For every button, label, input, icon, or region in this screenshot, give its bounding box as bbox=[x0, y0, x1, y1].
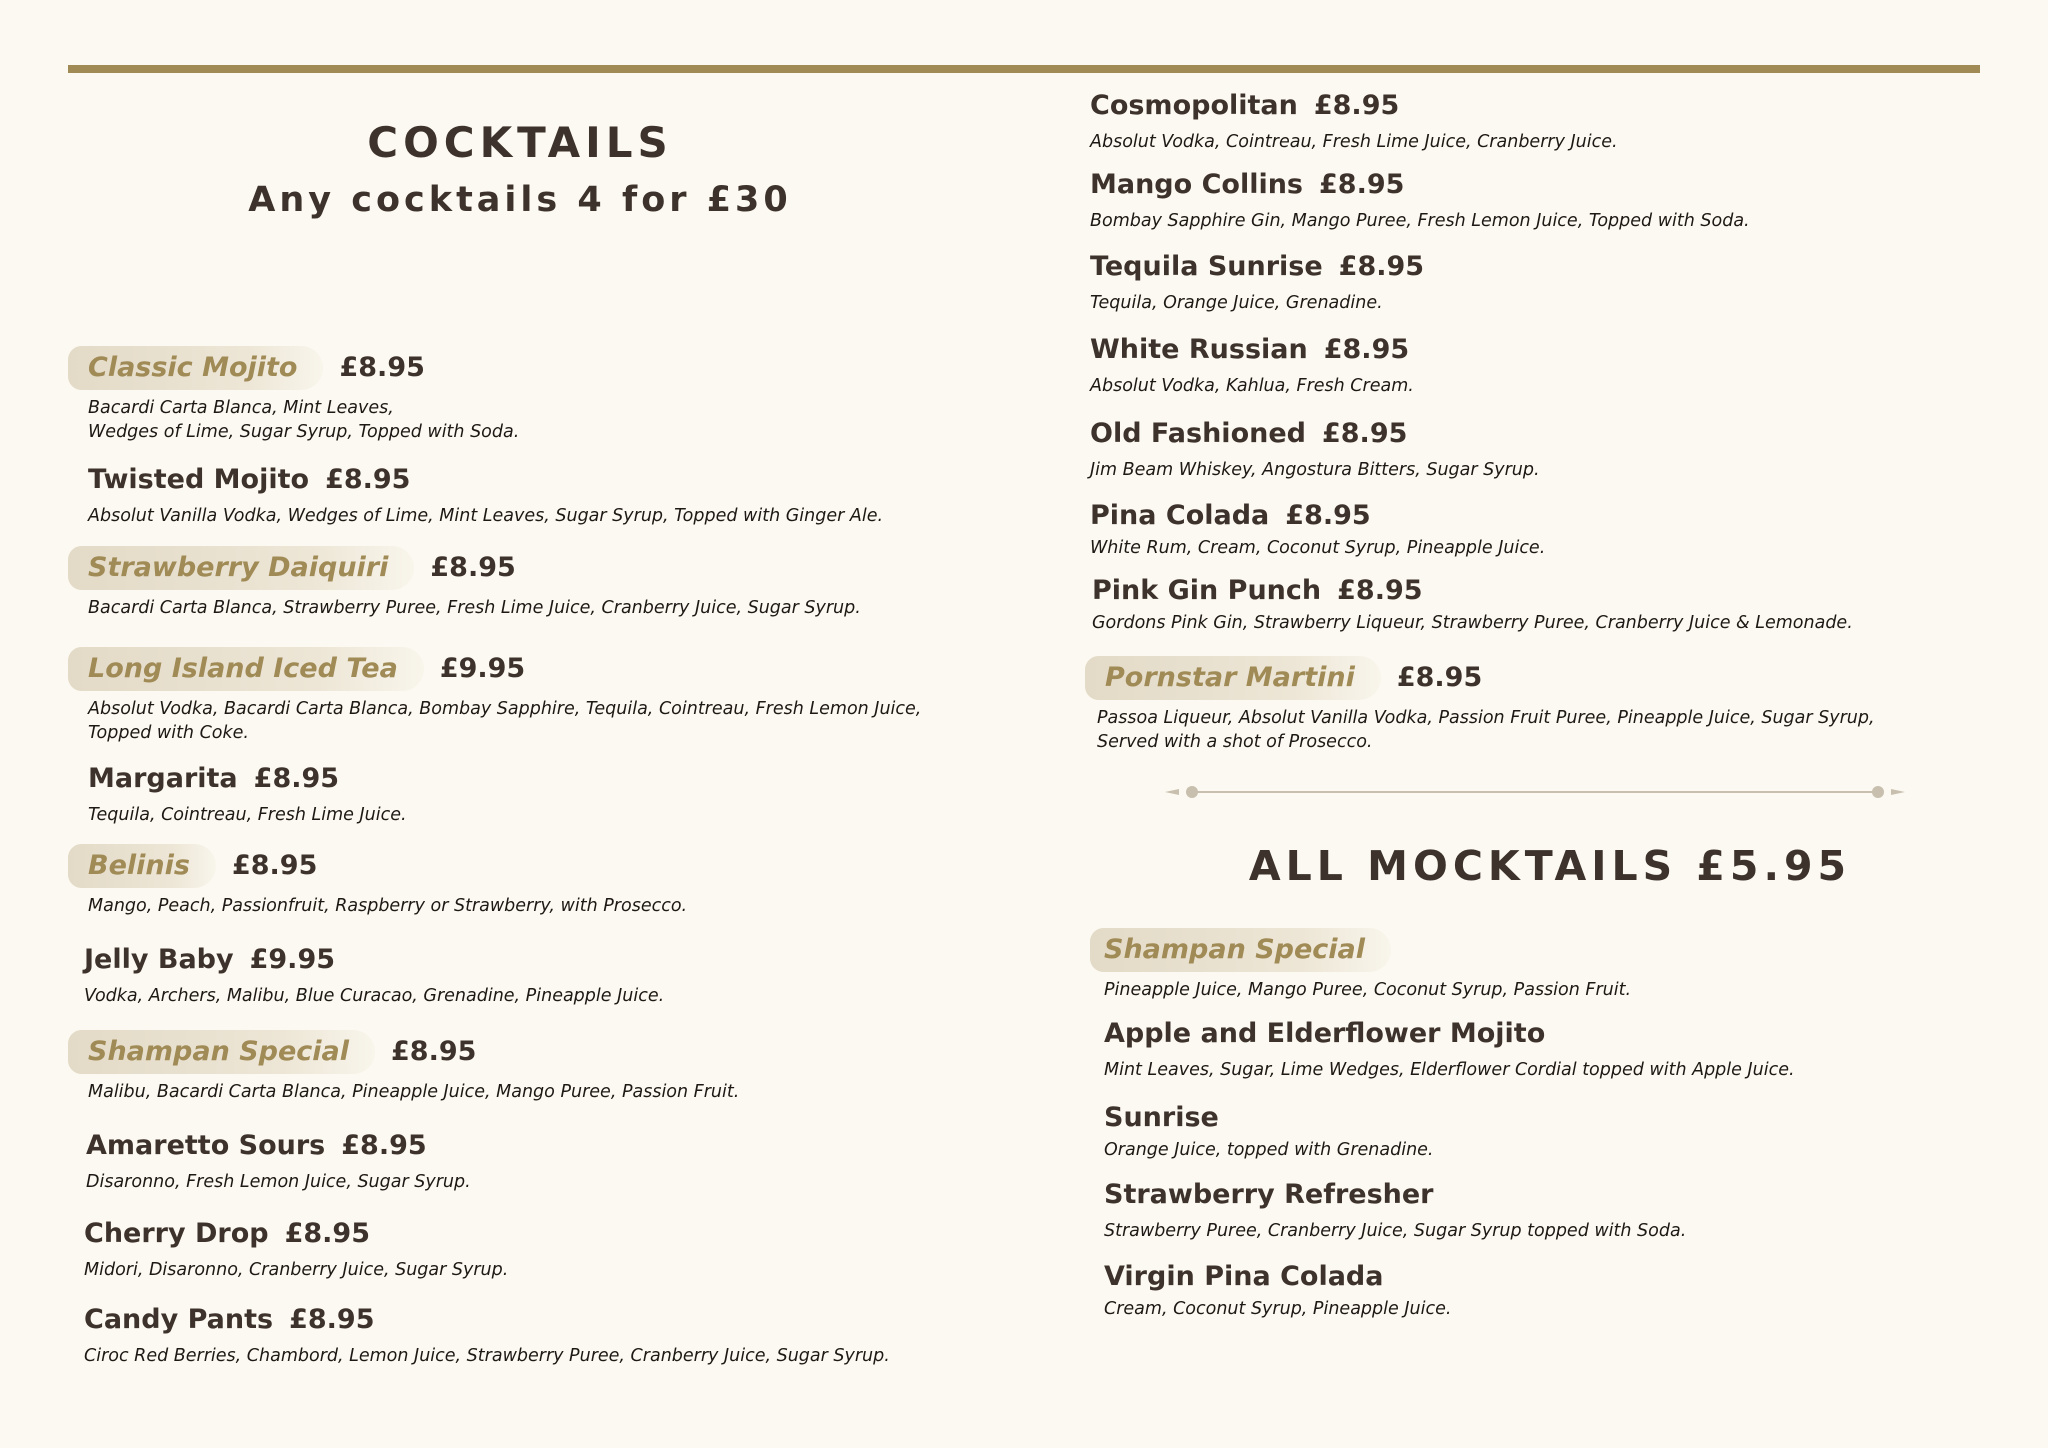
cocktail-item-candy-pants bbox=[84, 1302, 890, 1368]
item-description: Mint Leaves, Sugar, Lime Wedges, Elderflower Cordial topped with Apple Juice. bbox=[1104, 1060, 1795, 1080]
item-description: Mango, Peach, Passionfruit, Raspberry or Strawberry, with Prosecco. bbox=[88, 896, 688, 916]
mocktails-title: ALL MOCKTAILS £5.95 bbox=[1248, 842, 1852, 890]
item-price: £8.95 bbox=[253, 763, 340, 794]
cocktail-item-pina-colada bbox=[1090, 498, 1545, 560]
item-price: £8.95 bbox=[391, 1036, 477, 1067]
item-name: Old Fashioned bbox=[1090, 418, 1306, 449]
cocktail-item-twisted-mojito bbox=[88, 462, 883, 528]
item-name: Apple and Elderflower Mojito bbox=[1104, 1018, 1546, 1049]
item-name: Cosmopolitan bbox=[1090, 90, 1298, 121]
item-name: Pornstar Martini bbox=[1085, 656, 1381, 700]
item-name: Candy Pants bbox=[84, 1304, 274, 1335]
mocktail-item-apple-elderflower-mojito bbox=[1104, 1016, 1795, 1082]
item-name: Pina Colada bbox=[1090, 500, 1270, 531]
cocktail-item-belinis bbox=[68, 844, 687, 918]
item-description: Gordons Pink Gin, Strawberry Liqueur, Strawberry Puree, Cranberry Juice & Lemonade. bbox=[1092, 613, 1853, 633]
item-name: Amaretto Sours bbox=[86, 1130, 326, 1161]
item-name: Tequila Sunrise bbox=[1090, 251, 1323, 282]
item-name: Twisted Mojito bbox=[88, 464, 310, 495]
item-description: Midori, Disaronno, Cranberry Juice, Sugar Syrup. bbox=[84, 1260, 509, 1280]
item-description: Bombay Sapphire Gin, Mango Puree, Fresh Lemon Juice, Topped with Soda. bbox=[1090, 211, 1750, 231]
item-name: Margarita bbox=[88, 763, 238, 794]
item-name: Pink Gin Punch bbox=[1092, 575, 1322, 606]
item-name: Belinis bbox=[68, 844, 216, 888]
item-price: £8.95 bbox=[325, 464, 411, 495]
item-name: Strawberry Refresher bbox=[1104, 1179, 1434, 1210]
item-price: £8.95 bbox=[1319, 169, 1405, 200]
item-price: £8.95 bbox=[1313, 90, 1400, 121]
item-price: £8.95 bbox=[1323, 334, 1410, 365]
item-description: Strawberry Puree, Cranberry Juice, Sugar Syrup topped with Soda. bbox=[1104, 1221, 1687, 1241]
cocktails-title: COCKTAILS bbox=[367, 118, 673, 167]
ornamental-divider bbox=[1165, 784, 1905, 800]
item-price: £8.95 bbox=[430, 552, 516, 583]
item-description: Bacardi Carta Blanca, Mint Leaves, bbox=[88, 398, 394, 418]
cocktail-item-long-island-iced-tea bbox=[68, 647, 921, 745]
mocktail-item-strawberry-refresher bbox=[1104, 1177, 1686, 1243]
item-price: £8.95 bbox=[1285, 500, 1371, 531]
item-description: Disaronno, Fresh Lemon Juice, Sugar Syrup. bbox=[86, 1172, 471, 1192]
item-description: Absolut Vodka, Kahlua, Fresh Cream. bbox=[1090, 376, 1414, 396]
item-name: Virgin Pina Colada bbox=[1104, 1261, 1384, 1292]
item-price: £8.95 bbox=[1337, 575, 1423, 606]
item-description: Pineapple Juice, Mango Puree, Coconut Syrup, Passion Fruit. bbox=[1104, 980, 1632, 1000]
item-description-line2: Wedges of Lime, Sugar Syrup, Topped with Soda. bbox=[88, 422, 520, 442]
item-name: Shampan Special bbox=[1090, 928, 1391, 972]
item-name: Shampan Special bbox=[68, 1030, 375, 1074]
cocktail-item-cosmopolitan bbox=[1090, 88, 1618, 154]
item-price: £8.95 bbox=[1396, 662, 1483, 693]
item-name: Jelly Baby bbox=[84, 944, 234, 975]
cocktail-item-mango-collins bbox=[1090, 167, 1750, 233]
mocktail-item-virgin-pina-colada bbox=[1104, 1259, 1451, 1321]
item-description-line2: Topped with Coke. bbox=[88, 723, 249, 743]
item-price: £8.95 bbox=[284, 1218, 370, 1249]
mocktail-item-sunrise bbox=[1104, 1100, 1434, 1162]
cocktail-item-white-russian bbox=[1090, 332, 1414, 398]
item-price: £8.95 bbox=[1321, 418, 1408, 449]
item-description: Bacardi Carta Blanca, Strawberry Puree, Fresh Lime Juice, Cranberry Juice, Sugar Syrup. bbox=[88, 598, 861, 618]
mocktail-item-shampan-special bbox=[1090, 928, 1631, 1002]
item-price: £9.95 bbox=[249, 944, 336, 975]
cocktail-item-margarita bbox=[88, 761, 407, 827]
top-gold-rule bbox=[68, 65, 1980, 73]
cocktail-item-tequila-sunrise bbox=[1090, 249, 1424, 315]
item-price: £8.95 bbox=[1338, 251, 1425, 282]
item-price: £8.95 bbox=[289, 1304, 375, 1335]
item-description: Tequila, Orange Juice, Grenadine. bbox=[1090, 293, 1383, 313]
cocktail-item-shampan-special bbox=[68, 1030, 739, 1104]
item-description: Absolut Vodka, Cointreau, Fresh Lime Juice, Cranberry Juice. bbox=[1090, 132, 1618, 152]
item-price: £8.95 bbox=[339, 352, 425, 383]
item-name: Strawberry Daiquiri bbox=[68, 546, 414, 590]
item-description: White Rum, Cream, Coconut Syrup, Pineapple Juice. bbox=[1090, 538, 1546, 558]
item-price: £9.95 bbox=[439, 653, 526, 684]
cocktail-item-jelly-baby bbox=[84, 942, 664, 1008]
item-description: Ciroc Red Berries, Chambord, Lemon Juice, Strawberry Puree, Cranberry Juice, Sugar Syrup. bbox=[84, 1346, 890, 1366]
item-description: Passoa Liqueur, Absolut Vanilla Vodka, Passion Fruit Puree, Pineapple Juice, Sugar Syrup, bbox=[1097, 708, 1875, 728]
cocktail-item-amaretto-sours bbox=[86, 1128, 471, 1194]
item-description: Vodka, Archers, Malibu, Blue Curacao, Grenadine, Pineapple Juice. bbox=[84, 986, 665, 1006]
item-price: £8.95 bbox=[231, 850, 318, 881]
cocktail-item-pink-gin-punch bbox=[1092, 573, 1853, 635]
item-name: Classic Mojito bbox=[68, 346, 323, 390]
item-name: Sunrise bbox=[1104, 1102, 1219, 1133]
item-name: Cherry Drop bbox=[84, 1218, 269, 1249]
item-description: Jim Beam Whiskey, Angostura Bitters, Sugar Syrup. bbox=[1090, 460, 1540, 480]
cocktail-item-classic-mojito bbox=[68, 346, 519, 444]
item-description: Orange Juice, topped with Grenadine. bbox=[1104, 1140, 1434, 1160]
cocktail-item-strawberry-daiquiri bbox=[68, 546, 861, 620]
item-description: Absolut Vanilla Vodka, Wedges of Lime, Mint Leaves, Sugar Syrup, Topped with Ginger Ale. bbox=[88, 506, 884, 526]
cocktail-item-pornstar-martini bbox=[1085, 656, 1875, 754]
item-description: Malibu, Bacardi Carta Blanca, Pineapple Juice, Mango Puree, Passion Fruit. bbox=[88, 1082, 740, 1102]
item-price: £8.95 bbox=[341, 1130, 427, 1161]
item-description-line2: Served with a shot of Prosecco. bbox=[1097, 732, 1373, 752]
cocktails-offer: Any cocktails 4 for £30 bbox=[248, 180, 792, 220]
item-description: Tequila, Cointreau, Fresh Lime Juice. bbox=[88, 805, 407, 825]
cocktail-item-cherry-drop bbox=[84, 1216, 508, 1282]
item-description: Absolut Vodka, Bacardi Carta Blanca, Bombay Sapphire, Tequila, Cointreau, Fresh Lemon Juice, bbox=[88, 699, 922, 719]
item-name: Long Island Iced Tea bbox=[68, 647, 424, 691]
cocktail-item-old-fashioned bbox=[1090, 416, 1540, 482]
item-name: White Russian bbox=[1090, 334, 1308, 365]
item-name: Mango Collins bbox=[1090, 169, 1304, 200]
item-description: Cream, Coconut Syrup, Pineapple Juice. bbox=[1104, 1299, 1452, 1319]
